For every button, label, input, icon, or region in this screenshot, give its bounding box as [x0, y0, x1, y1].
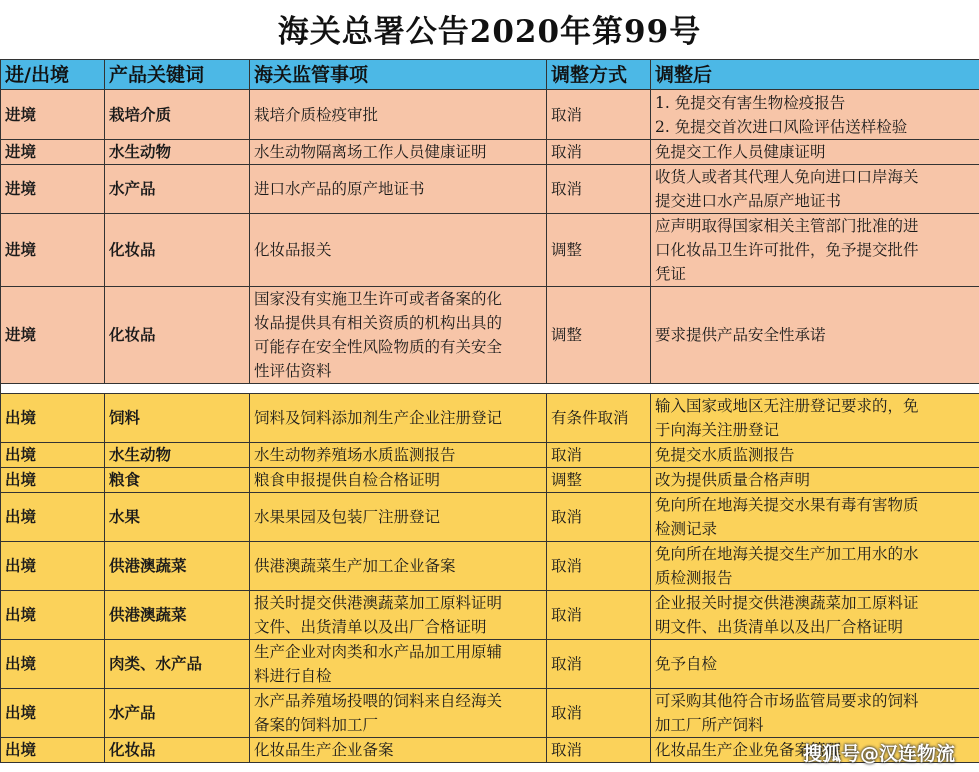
item-cell — [250, 542, 547, 591]
after-cell — [651, 214, 979, 287]
direction-cell: 出境 — [1, 542, 105, 591]
watermark: 搜狐号@汉连物流 — [802, 743, 955, 765]
direction-cell: 出境 — [1, 689, 105, 738]
table-row — [1, 443, 979, 468]
section-separator — [1, 384, 979, 394]
item-cell-line: 报关时提交供港澳蔬菜加工原料证明 — [254, 594, 503, 612]
item-cell-line: 粮食申报提供自检合格证明 — [254, 471, 441, 489]
keyword-cell: 供港澳蔬菜 — [105, 542, 250, 591]
method-cell: 有条件取消 — [547, 394, 651, 443]
keyword-cell: 化妆品 — [105, 214, 250, 287]
item-cell-line: 备案的饲料加工厂 — [254, 716, 379, 734]
keyword-cell: 水产品 — [105, 165, 250, 214]
item-cell-line: 生产企业对肉类和水产品加工用原辅 — [254, 643, 503, 661]
method-cell: 取消 — [547, 640, 651, 689]
after-cell — [651, 140, 979, 165]
keyword-cell: 化妆品 — [105, 738, 250, 763]
method-cell: 取消 — [547, 493, 651, 542]
method-cell: 取消 — [547, 165, 651, 214]
after-cell — [651, 689, 979, 738]
direction-cell: 进境 — [1, 165, 105, 214]
item-cell-line: 料进行自检 — [254, 667, 332, 685]
keyword-cell: 肉类、水产品 — [105, 640, 250, 689]
table-row — [1, 640, 979, 689]
table-row — [1, 591, 979, 640]
keyword-cell: 供港澳蔬菜 — [105, 591, 250, 640]
method-cell: 取消 — [547, 591, 651, 640]
table-row — [1, 468, 979, 493]
item-cell — [250, 493, 547, 542]
after-cell-line: 应声明取得国家相关主管部门批准的进 — [655, 217, 919, 235]
after-cell-line: 企业报关时提交供港澳蔬菜加工原料证 — [655, 594, 919, 612]
after-cell-line: 明文件、出货清单以及出厂合格证明 — [655, 618, 904, 636]
direction-cell: 进境 — [1, 140, 105, 165]
item-cell-line: 水果果园及包装厂注册登记 — [254, 508, 441, 526]
item-cell-line: 妆品提供具有相关资质的机构出具的 — [254, 314, 503, 332]
item-cell-line: 水生动物隔离场工作人员健康证明 — [254, 143, 487, 161]
direction-cell: 进境 — [1, 287, 105, 384]
item-cell-line: 性评估资料 — [254, 362, 332, 380]
after-cell-line: 2. 免提交首次进口风险评估送样检验 — [655, 117, 908, 136]
header-keyword: 产品关键词 — [105, 60, 250, 90]
direction-cell: 出境 — [1, 493, 105, 542]
item-cell — [250, 640, 547, 689]
direction-cell: 进境 — [1, 90, 105, 140]
after-cell — [651, 443, 979, 468]
direction-cell: 出境 — [1, 443, 105, 468]
after-cell-line: 于向海关注册登记 — [655, 421, 780, 439]
direction-cell: 出境 — [1, 640, 105, 689]
keyword-cell: 化妆品 — [105, 287, 250, 384]
keyword-cell: 水生动物 — [105, 140, 250, 165]
item-cell — [250, 214, 547, 287]
method-cell: 取消 — [547, 689, 651, 738]
method-cell: 调整 — [547, 287, 651, 384]
header-after: 调整后 — [651, 60, 979, 90]
table-header-row — [1, 60, 979, 90]
after-cell — [651, 394, 979, 443]
keyword-cell: 栽培介质 — [105, 90, 250, 140]
after-cell-line: 可采购其他符合市场监管局要求的饲料 — [655, 692, 919, 710]
after-cell — [651, 591, 979, 640]
after-cell — [651, 90, 979, 140]
item-cell-line: 供港澳蔬菜生产加工企业备案 — [254, 557, 456, 575]
after-cell-line: 免予自检 — [655, 655, 718, 673]
item-cell-line: 进口水产品的原产地证书 — [254, 180, 425, 198]
after-cell-line: 加工厂所产饲料 — [655, 716, 764, 734]
item-cell — [250, 140, 547, 165]
table-row — [1, 394, 979, 443]
item-cell — [250, 468, 547, 493]
direction-cell: 出境 — [1, 591, 105, 640]
after-cell-line: 口化妆品卫生许可批件，免予提交批件 — [655, 241, 919, 259]
after-cell-line: 化妆品生产企业免备案管理 — [655, 741, 842, 759]
after-cell-line: 免向所在地海关提交生产加工用水的水 — [655, 545, 919, 563]
item-cell — [250, 90, 547, 140]
item-cell-line: 国家没有实施卫生许可或者备案的化 — [254, 290, 503, 308]
item-cell — [250, 689, 547, 738]
method-cell: 取消 — [547, 443, 651, 468]
direction-cell: 出境 — [1, 738, 105, 763]
after-cell-line: 质检测报告 — [655, 569, 733, 587]
table-row — [1, 214, 979, 287]
method-cell: 取消 — [547, 542, 651, 591]
keyword-cell: 水生动物 — [105, 443, 250, 468]
after-cell-line: 1. 免提交有害生物检疫报告 — [655, 93, 846, 112]
after-cell-line: 输入国家或地区无注册登记要求的，免 — [655, 397, 919, 415]
after-cell-line: 收货人或者其代理人免向进口口岸海关 — [655, 168, 919, 186]
after-cell-line: 免向所在地海关提交水果有毒有害物质 — [655, 496, 919, 514]
after-cell-line: 改为提供质量合格声明 — [655, 471, 811, 489]
notice-table — [0, 59, 979, 763]
after-cell — [651, 640, 979, 689]
after-cell — [651, 165, 979, 214]
item-cell-line: 化妆品报关 — [254, 241, 332, 259]
method-cell: 调整 — [547, 468, 651, 493]
after-cell-line: 免提交水质监测报告 — [655, 446, 795, 464]
table-body — [1, 90, 979, 763]
item-cell-line: 水生动物养殖场水质监测报告 — [254, 446, 456, 464]
table-row — [1, 90, 979, 140]
header-method: 调整方式 — [547, 60, 651, 90]
after-cell — [651, 287, 979, 384]
item-cell — [250, 443, 547, 468]
direction-cell: 出境 — [1, 468, 105, 493]
after-cell — [651, 468, 979, 493]
after-cell-line: 检测记录 — [655, 520, 718, 538]
header-direction: 进/出境 — [1, 60, 105, 90]
after-cell-line: 凭证 — [655, 265, 687, 283]
after-cell-line: 免提交工作人员健康证明 — [655, 143, 826, 161]
page-title: 海关总署公告2020年第99号 — [277, 14, 702, 50]
after-cell-line: 提交进口水产品原产地证书 — [655, 192, 842, 210]
keyword-cell: 水果 — [105, 493, 250, 542]
item-cell-line: 饲料及饲料添加剂生产企业注册登记 — [254, 409, 503, 427]
method-cell: 取消 — [547, 140, 651, 165]
after-cell — [651, 493, 979, 542]
header-item: 海关监管事项 — [250, 60, 547, 90]
table-row — [1, 287, 979, 384]
after-cell-line: 要求提供产品安全性承诺 — [655, 326, 826, 344]
item-cell-line: 可能存在安全性风险物质的有关安全 — [254, 338, 503, 356]
method-cell: 调整 — [547, 214, 651, 287]
item-cell-line: 栽培介质检疫审批 — [254, 105, 379, 124]
table-row — [1, 542, 979, 591]
item-cell-line: 水产品养殖场投喂的饲料来自经海关 — [254, 692, 503, 710]
item-cell-line: 化妆品生产企业备案 — [254, 741, 394, 759]
item-cell — [250, 165, 547, 214]
table-row — [1, 689, 979, 738]
after-cell — [651, 542, 979, 591]
keyword-cell: 水产品 — [105, 689, 250, 738]
direction-cell: 出境 — [1, 394, 105, 443]
table-row — [1, 165, 979, 214]
item-cell — [250, 591, 547, 640]
keyword-cell: 粮食 — [105, 468, 250, 493]
item-cell-line: 文件、出货清单以及出厂合格证明 — [254, 618, 487, 636]
method-cell: 取消 — [547, 738, 651, 763]
table-row — [1, 140, 979, 165]
item-cell — [250, 394, 547, 443]
item-cell — [250, 738, 547, 763]
direction-cell: 进境 — [1, 214, 105, 287]
keyword-cell: 饲料 — [105, 394, 250, 443]
item-cell — [250, 287, 547, 384]
table-row — [1, 493, 979, 542]
method-cell: 取消 — [547, 90, 651, 140]
